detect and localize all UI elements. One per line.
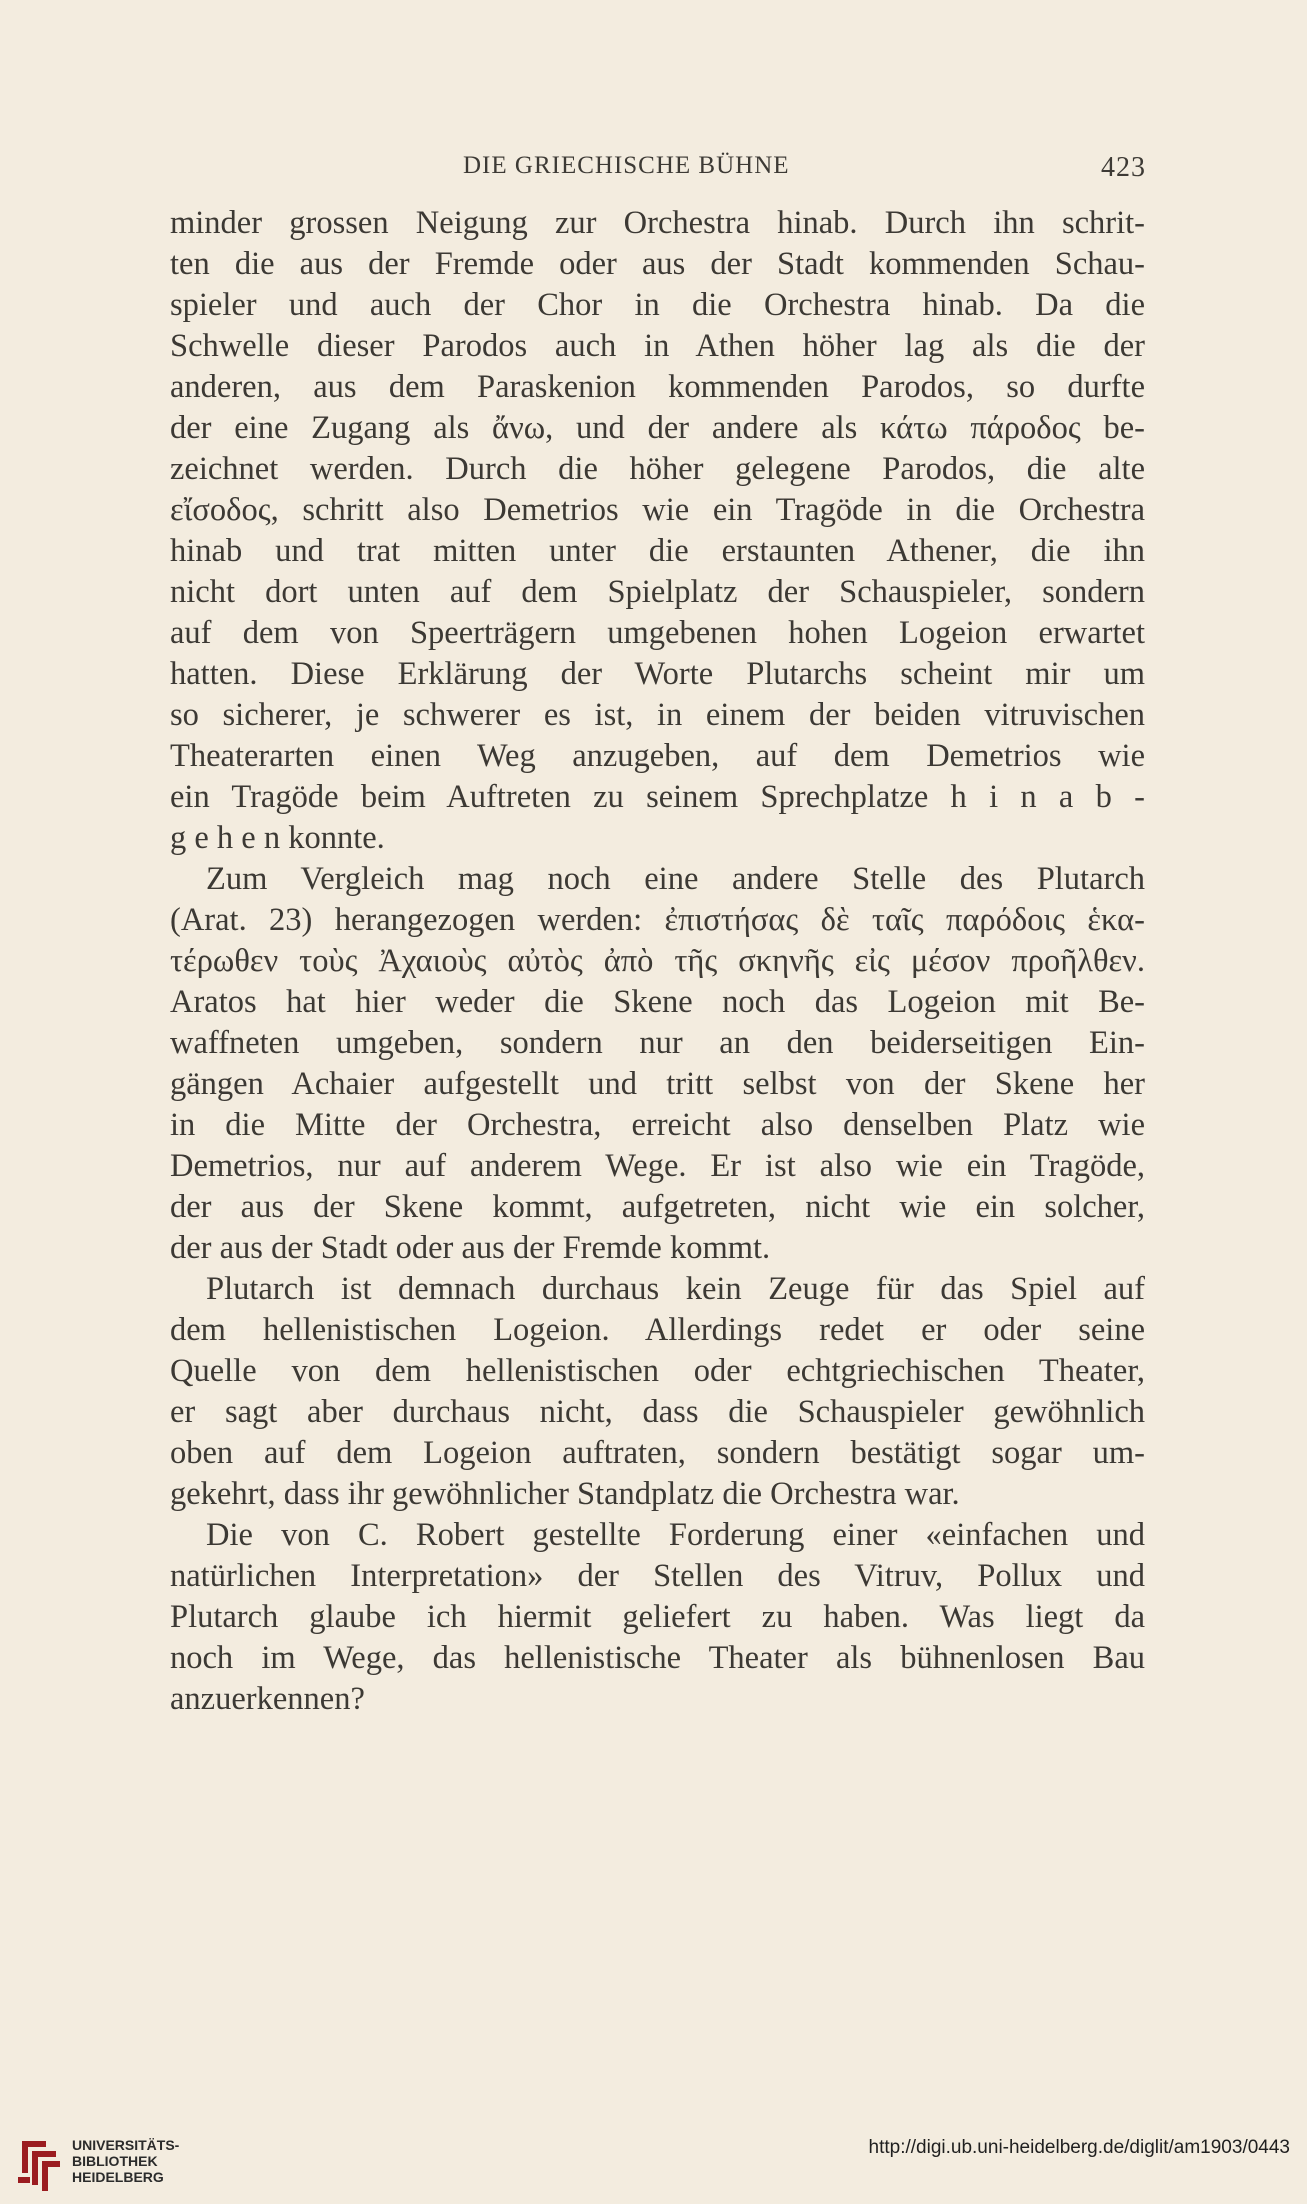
text-line: Demetrios, nur auf anderem Wege. Er ist also wie ein Tragöde,: [170, 1148, 1145, 1184]
text-line: Quelle von dem hellenistischen oder echtgriechischen Theater,: [170, 1353, 1145, 1389]
text-line: Schwelle dieser Parodos auch in Athen höher lag als die der: [170, 328, 1145, 364]
text-line: er sagt aber durchaus nicht, dass die Schauspieler gewöhnlich: [170, 1394, 1145, 1430]
text-line: hatten. Diese Erklärung der Worte Plutarchs scheint mir um: [170, 656, 1145, 692]
text-line: zeichnet werden. Durch die höher gelegene Parodos, die alte: [170, 451, 1145, 487]
text-line: dem hellenistischen Logeion. Allerdings redet er oder seine: [170, 1312, 1145, 1348]
text-line: so sicherer, je schwerer es ist, in einem der beiden vitruvischen: [170, 697, 1145, 733]
text-line: der aus der Skene kommt, aufgetreten, nicht wie ein solcher,: [170, 1189, 1145, 1225]
library-name-line: BIBLIOTHEK: [72, 2153, 158, 2169]
library-logo-icon: [16, 2133, 64, 2193]
text-line: ein Tragöde beim Auftreten zu seinem Sprechplatze h i n a b -: [170, 779, 1145, 815]
text-line: hinab und trat mitten unter die erstaunten Athener, die ihn: [170, 533, 1145, 569]
text-line: der eine Zugang als ἄνω, und der andere als κάτω πάροδος be-: [170, 410, 1145, 446]
text-line: waffneten umgeben, sondern nur an den beiderseitigen Ein-: [170, 1025, 1145, 1061]
text-line: Die von C. Robert gestellte Forderung einer «einfachen und: [206, 1517, 1145, 1553]
source-url-link[interactable]: http://digi.ub.uni-heidelberg.de/diglit/am1903/0443: [868, 2137, 1290, 2158]
text-line: Zum Vergleich mag noch eine andere Stelle des Plutarch: [206, 861, 1145, 897]
text-line: nicht dort unten auf dem Spielplatz der Schauspieler, sondern: [170, 574, 1145, 610]
text-line: gekehrt, dass ihr gewöhnlicher Standplatz die Orchestra war.: [170, 1476, 960, 1512]
text-line: in die Mitte der Orchestra, erreicht also denselben Platz wie: [170, 1107, 1145, 1143]
text-line: noch im Wege, das hellenistische Theater als bühnenlosen Bau: [170, 1640, 1145, 1676]
footer: [0, 2133, 1307, 2204]
text-line: εἴσοδος, schritt also Demetrios wie ein Tragöde in die Orchestra: [170, 492, 1145, 528]
text-line: anderen, aus dem Paraskenion kommenden Parodos, so durfte: [170, 369, 1145, 405]
text-line: minder grossen Neigung zur Orchestra hinab. Durch ihn schrit-: [170, 205, 1145, 241]
text-line: g e h e n konnte.: [170, 820, 385, 856]
text-line: ten die aus der Fremde oder aus der Stadt kommenden Schau-: [170, 246, 1145, 282]
text-line: Theaterarten einen Weg anzugeben, auf dem Demetrios wie: [170, 738, 1145, 774]
library-name: [72, 2137, 179, 2185]
text-line: auf dem von Speerträgern umgebenen hohen Logeion erwartet: [170, 615, 1145, 651]
text-line: spieler und auch der Chor in die Orchestra hinab. Da die: [170, 287, 1145, 323]
library-name-line: HEIDELBERG: [72, 2169, 164, 2185]
text-line: oben auf dem Logeion auftraten, sondern bestätigt sogar um-: [170, 1435, 1145, 1471]
text-line: gängen Achaier aufgestellt und tritt selbst von der Skene her: [170, 1066, 1145, 1102]
text-line: anzuerkennen?: [170, 1681, 365, 1717]
text-line: Plutarch glaube ich hiermit geliefert zu haben. Was liegt da: [170, 1599, 1145, 1635]
text-line: Plutarch ist demnach durchaus kein Zeuge für das Spiel auf: [206, 1271, 1145, 1307]
page-number: 423: [1101, 152, 1146, 183]
text-line: der aus der Stadt oder aus der Fremde kommt.: [170, 1230, 771, 1266]
text-line: natürlichen Interpretation» der Stellen des Vitruv, Pollux und: [170, 1558, 1145, 1594]
text-line: τέρωθεν τοὺς Ἀχαιοὺς αὐτὸς ἀπὸ τῆς σκηνῆς εἰς μέσον προῆλθεν.: [170, 943, 1145, 979]
text-line: (Arat. 23) herangezogen werden: ἐπιστήσας δὲ ταῖς παρόδοις ἑκα-: [170, 902, 1145, 938]
running-head: [171, 152, 1146, 192]
body-text: [170, 203, 1145, 1720]
running-title: DIE GRIECHISCHE BÜHNE: [463, 152, 790, 179]
text-line: Aratos hat hier weder die Skene noch das Logeion mit Be-: [170, 984, 1145, 1020]
library-name-line: UNIVERSITÄTS-: [72, 2137, 180, 2153]
